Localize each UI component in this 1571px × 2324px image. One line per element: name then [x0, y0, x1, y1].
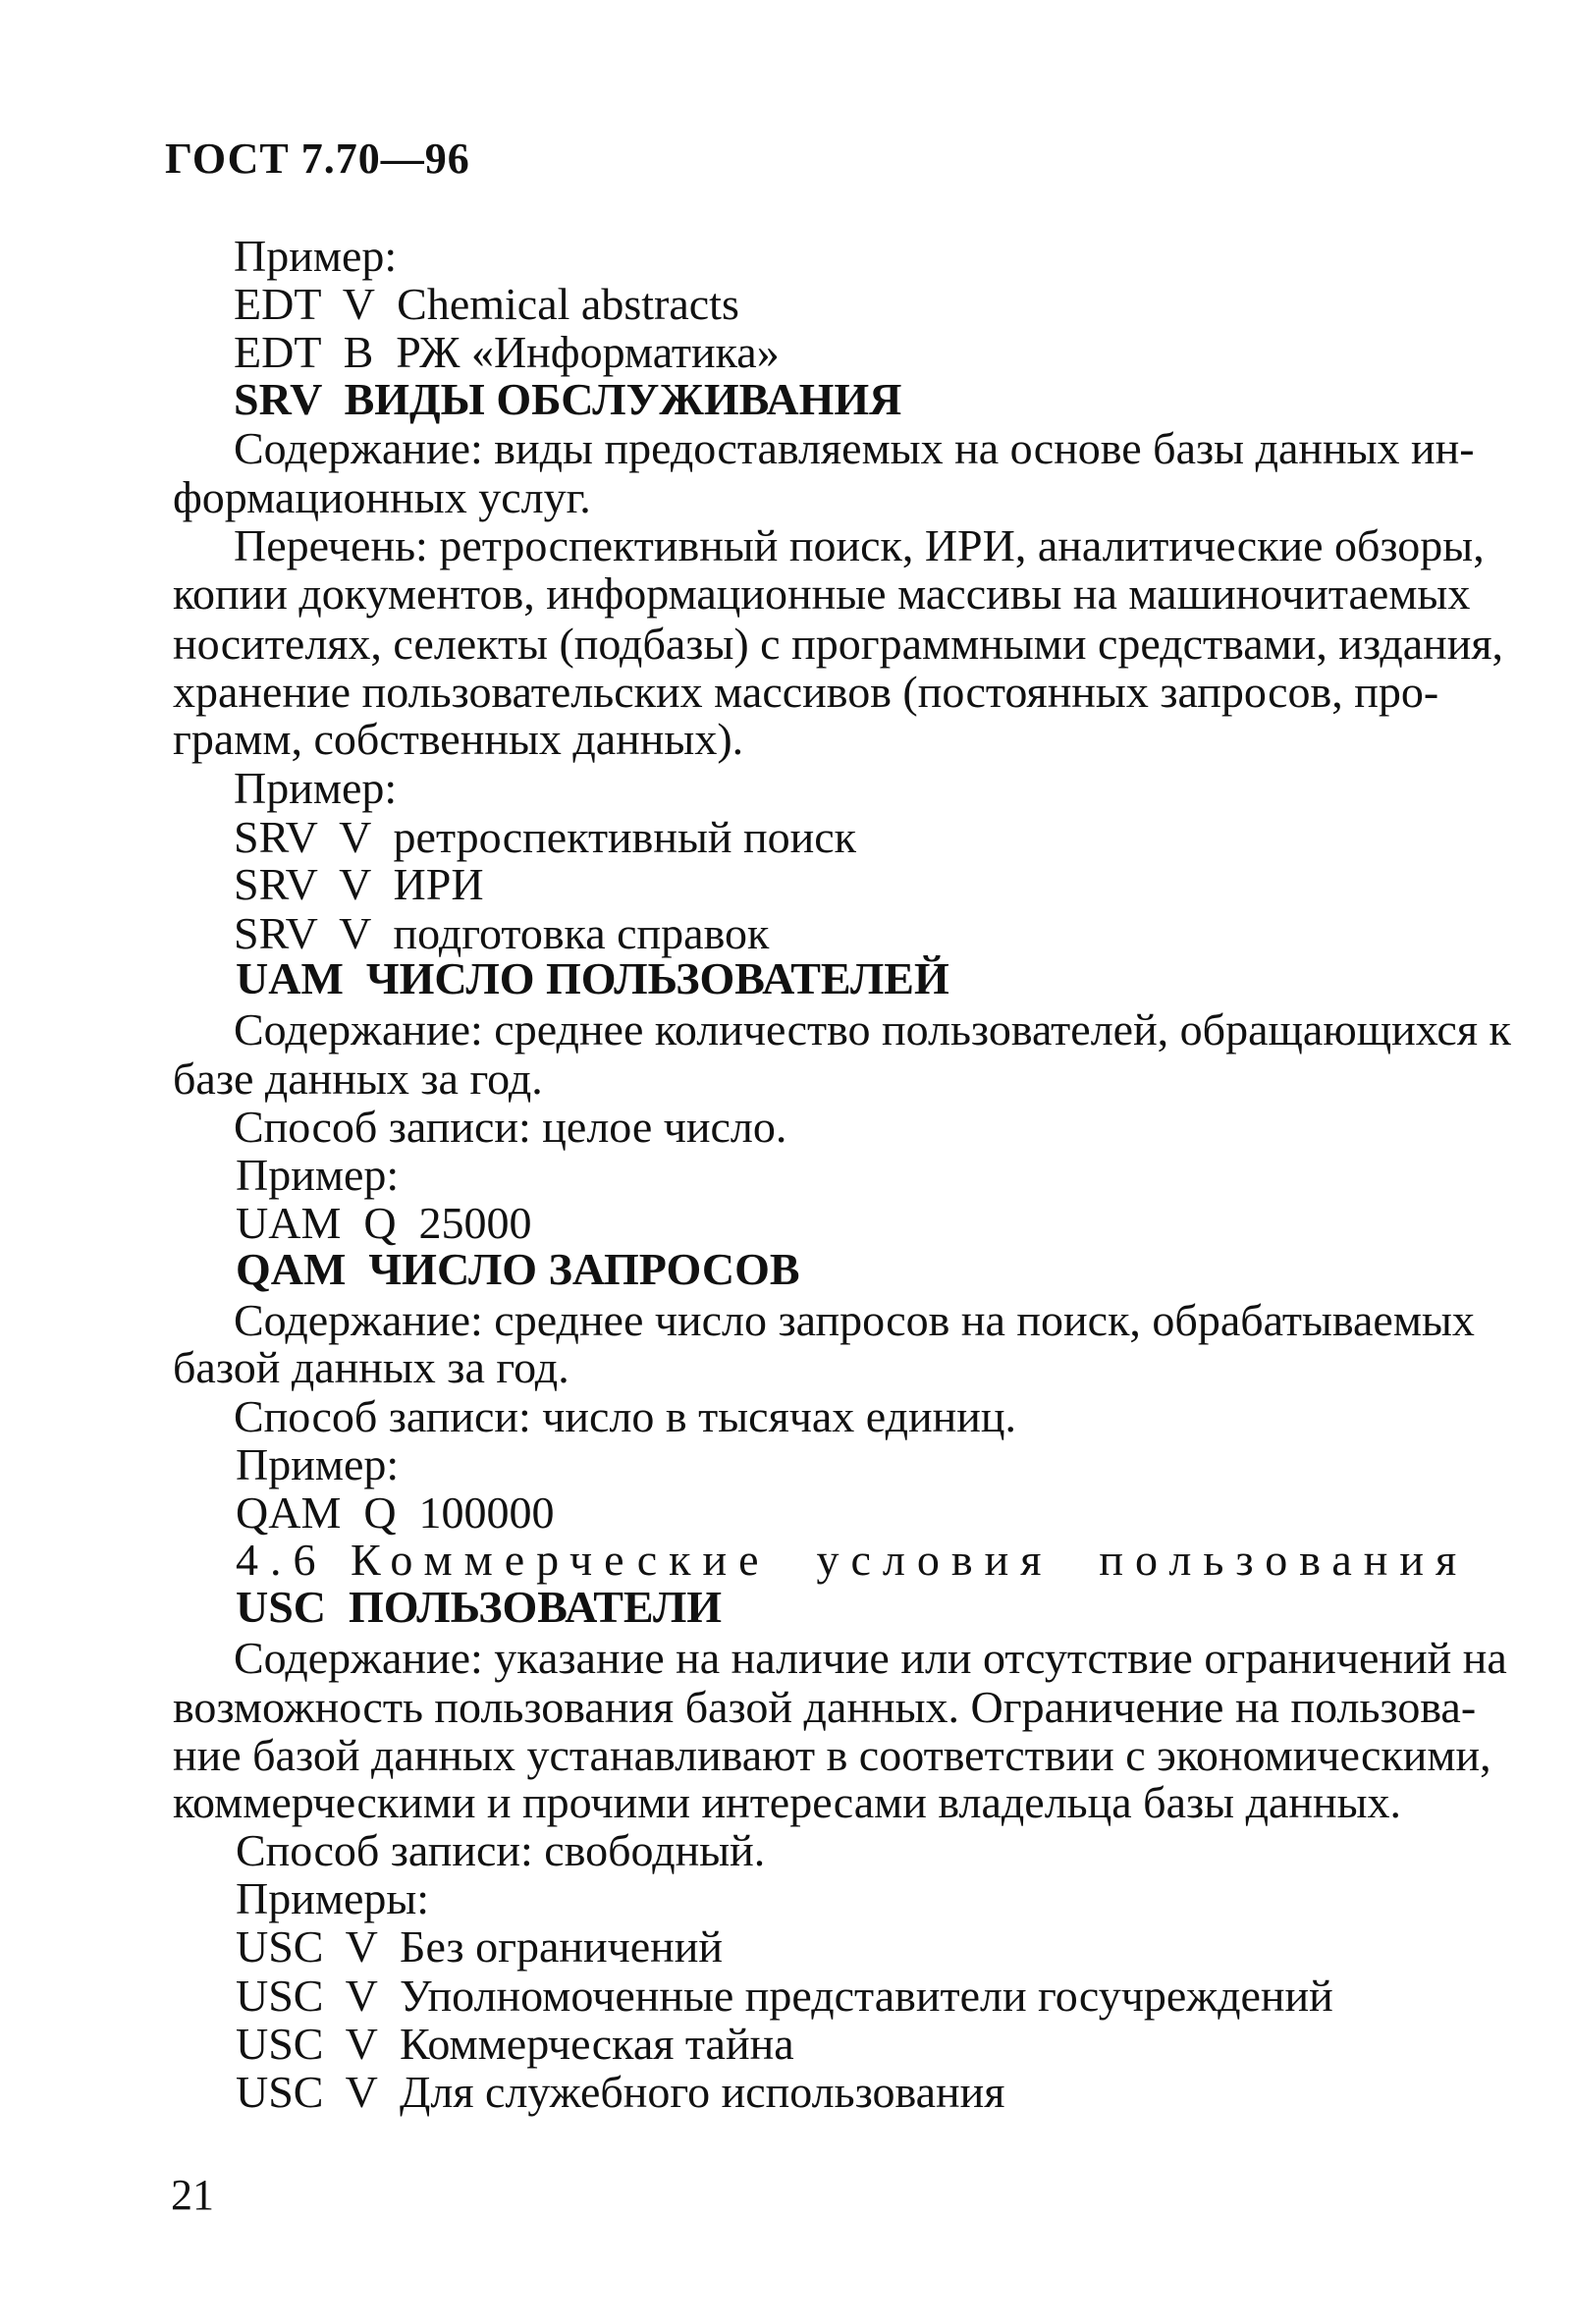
example-label: Примеры:	[236, 1873, 430, 1923]
section-heading-srv: SRV ВИДЫ ОБСЛУЖИВАНИЯ	[234, 374, 902, 424]
example-line: QAM Q 100000	[236, 1487, 555, 1538]
paragraph-line: грамм, собственных данных).	[173, 714, 744, 764]
paragraph-line: носителях, селекты (подбазы) с программными средствами, издания,	[173, 619, 1504, 669]
paragraph-line: копии документов, информационные массивы на машиночитаемых	[173, 568, 1471, 619]
example-label: Пример:	[236, 1439, 400, 1489]
paragraph-line: формационных услуг.	[173, 472, 591, 522]
page-number: 21	[171, 2171, 214, 2219]
document-header: ГОСТ 7.70—96	[165, 135, 470, 183]
example-line: USC V Для служебного использования	[236, 2067, 1005, 2117]
paragraph-line: Способ записи: число в тысячах единиц.	[234, 1391, 1016, 1441]
example-label: Пример:	[234, 231, 398, 281]
paragraph-line: базе данных за год.	[173, 1054, 543, 1104]
section-heading-uam: UAM ЧИСЛО ПОЛЬЗОВАТЕЛЕЙ	[236, 953, 949, 1003]
paragraph-line: Способ записи: целое число.	[234, 1102, 787, 1152]
paragraph-line: Содержание: среднее число запросов на поиск, обрабатываемых	[234, 1295, 1475, 1345]
example-label: Пример:	[236, 1150, 400, 1200]
example-line: EDT V Chemical abstracts	[234, 279, 739, 329]
example-line: UAM Q 25000	[236, 1198, 532, 1248]
example-line: SRV V ИРИ	[234, 859, 484, 909]
section-heading-usc: USC ПОЛЬЗОВАТЕЛИ	[236, 1582, 723, 1632]
example-line: USC V Коммерческая тайна	[236, 2019, 794, 2069]
section-heading-qam: QAM ЧИСЛО ЗАПРОСОВ	[236, 1244, 800, 1294]
example-line: USC V Уполномоченные представители госучреждений	[236, 1971, 1333, 2021]
example-line: SRV V подготовка справок	[234, 908, 770, 958]
paragraph-line: ние базой данных устанавливают в соответствии с экономическими,	[173, 1730, 1491, 1780]
example-line: USC V Без ограничений	[236, 1921, 724, 1972]
paragraph-line: возможность пользования базой данных. Ограничение на пользова-	[173, 1682, 1477, 1732]
example-label: Пример:	[234, 763, 398, 813]
paragraph-line: базой данных за год.	[173, 1342, 569, 1392]
paragraph-line: хранение пользовательских массивов (постоянных запросов, про-	[173, 667, 1439, 717]
paragraph-line: Содержание: виды предоставляемых на основе базы данных ин-	[234, 423, 1475, 473]
paragraph-line: Способ записи: свободный.	[236, 1825, 766, 1875]
paragraph-line: Перечень: ретроспективный поиск, ИРИ, аналитические обзоры,	[234, 520, 1485, 570]
example-line: EDT B РЖ «Информатика»	[234, 327, 780, 377]
paragraph-line: Содержание: указание на наличие или отсутствие ограничений на	[234, 1633, 1507, 1683]
paragraph-line: Содержание: среднее количество пользователей, обращающихся к	[234, 1004, 1511, 1054]
example-line: SRV V ретроспективный поиск	[234, 812, 857, 862]
paragraph-line: коммерческими и прочими интересами владельца базы данных.	[173, 1777, 1402, 1827]
subsection-title: 4.6 Коммерческие условия пользования	[236, 1535, 1469, 1585]
